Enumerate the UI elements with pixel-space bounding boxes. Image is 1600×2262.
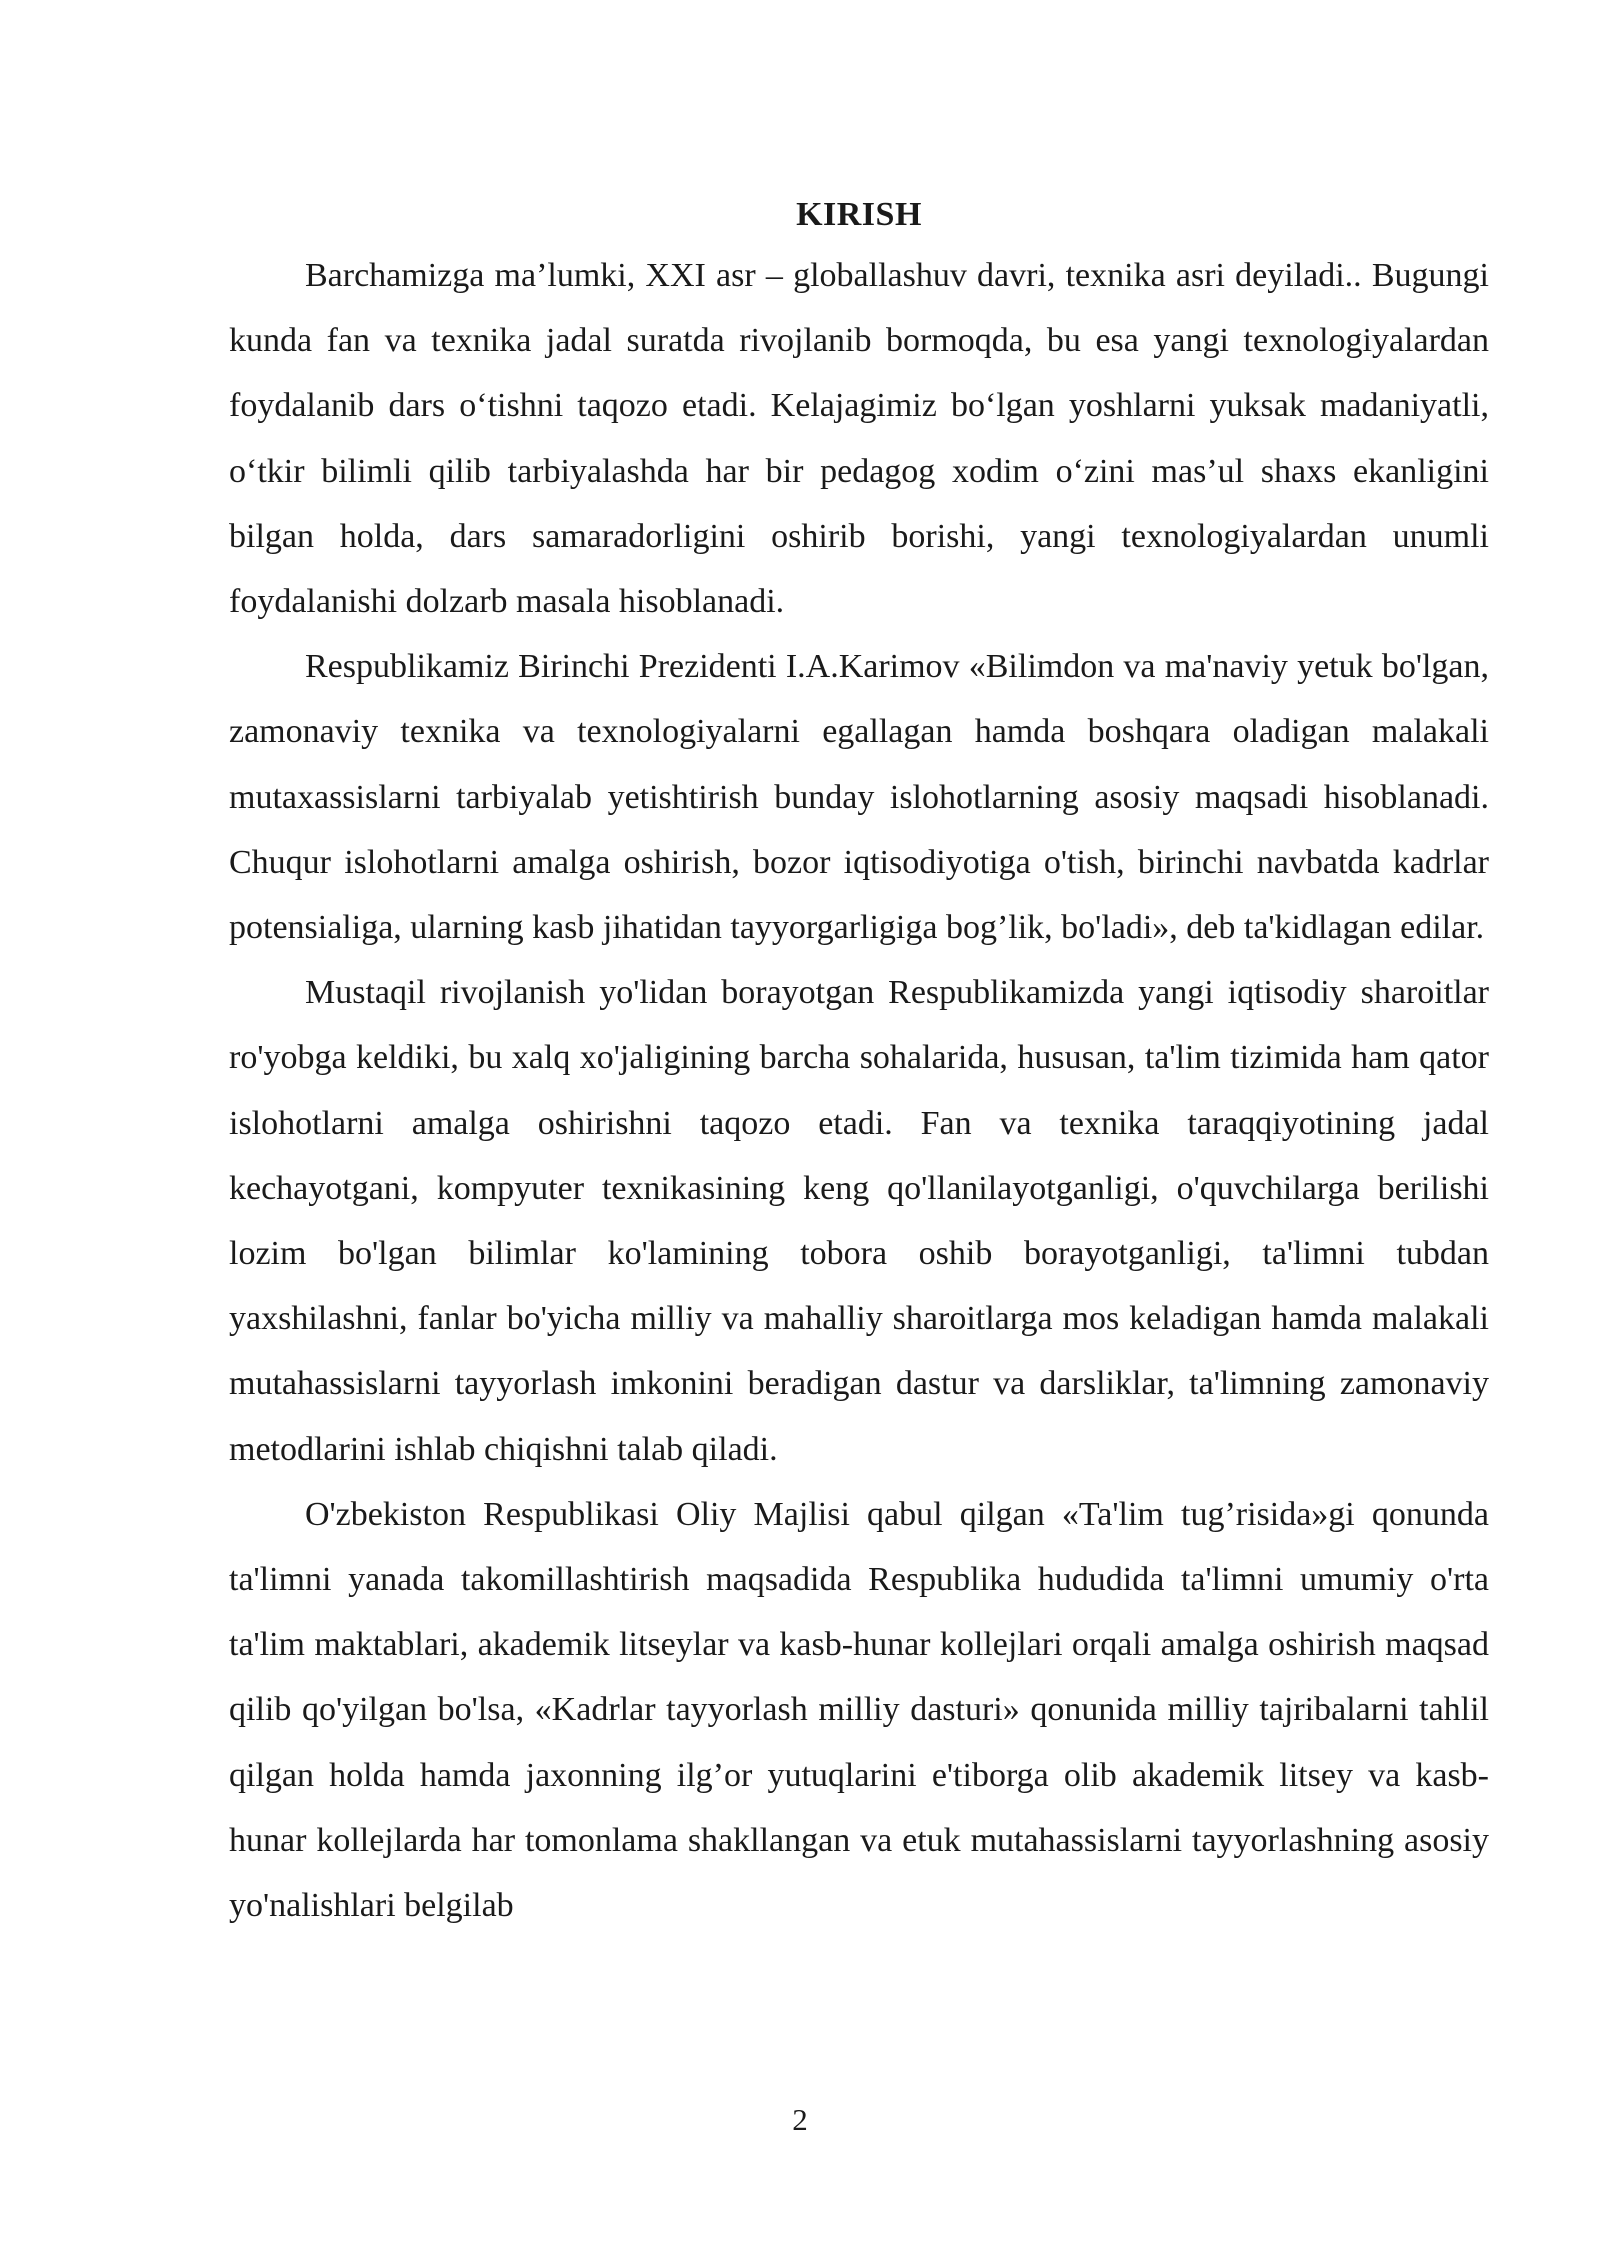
page-number: 2 (792, 2102, 808, 2137)
paragraph-president-quote: Respublikamiz Birinchi Prezidenti I.A.Karimov «Bilimdon va ma'naviy yetuk bo'lgan, zamonaviy texnika va texnologiyalarni egallagan hamda boshqara oladigan malakali mutaxassislarni tarbiyalab yetishtirish bunday islohotlarning asosiy maqsadi hisoblanadi. Chuqur islohotlarni amalga oshirish, bozor iqtisodiyotiga o'tish, birinchi navbatda kadrlar potensialiga, ularning kasb jihatidan tayyorgarligiga bog’lik, bo'ladi», deb ta'kidlagan edilar. (229, 648, 1489, 947)
paragraph-education-law: O'zbekiston Respublikasi Oliy Majlisi qabul qilgan «Ta'lim tug’risida»gi qonunda ta'limni yanada takomillashtirish maqsadida Respublika hududida ta'limni umumiy o'rta ta'lim maktablari, akademik litseylar va kasb-hunar kollejlari orqali amalga oshirish maqsad qilib qo'yilgan bo'lsa, «Kadrlar tayyorlash milliy dasturi» qonunida milliy tajribalarni tahlil qilgan holda hamda jaxonning ilg’or yutuqlarini e'tiborga olib akademik litsey va kasb-hunar kollejlarda har tomonlama shakllangan va etuk mutahassislarni tayyorlashning asosiy yo'nalishlari belgilab (229, 1495, 1489, 1925)
page-title: KIRISH (796, 196, 922, 233)
page-body (229, 186, 1489, 1938)
paragraph-intro: Barchamizga ma’lumki, XXI asr – globallashuv davri, texnika asri deyiladi.. Bugungi kunda fan va texnika jadal suratda rivojlanib bormoqda, bu esa yangi texnologiyalardan foydalanib dars o‘tishni taqozo etadi. Kelajagimiz bo‘lgan yoshlarni yuksak madaniyatli, o‘tkir bilimli qilib tarbiyalashda har bir pedagog xodim o‘zini mas’ul shaxs ekanligini bilgan holda, dars samaradorligini oshirib borishi, yangi texnologiyalardan unumli foydalanishi dolzarb masala hisoblanadi. (229, 257, 1489, 621)
paragraph-independent-development: Mustaqil rivojlanish yo'lidan borayotgan Respublikamizda yangi iqtisodiy sharoitlar ro'yobga keldiki, bu xalq xo'jaligining barcha sohalarida, hususan, ta'lim tizimida ham qator islohotlarni amalga oshirishni taqozo etadi. Fan va texnika taraqqiyotining jadal kechayotgani, kompyuter texnikasining keng qo'llanilayotganligi, o'quvchilarga berilishi lozim bo'lgan bilimlar ko'lamining tobora oshib borayotganligi, ta'limni tubdan yaxshilashni, fanlar bo'yicha milliy va mahalliy sharoitlarga mos keladigan hamda malakali mutahassislarni tayyorlash imkonini beradigan dastur va darsliklar, ta'limning zamonaviy metodlarini ishlab chiqishni talab qiladi. (229, 974, 1489, 1468)
